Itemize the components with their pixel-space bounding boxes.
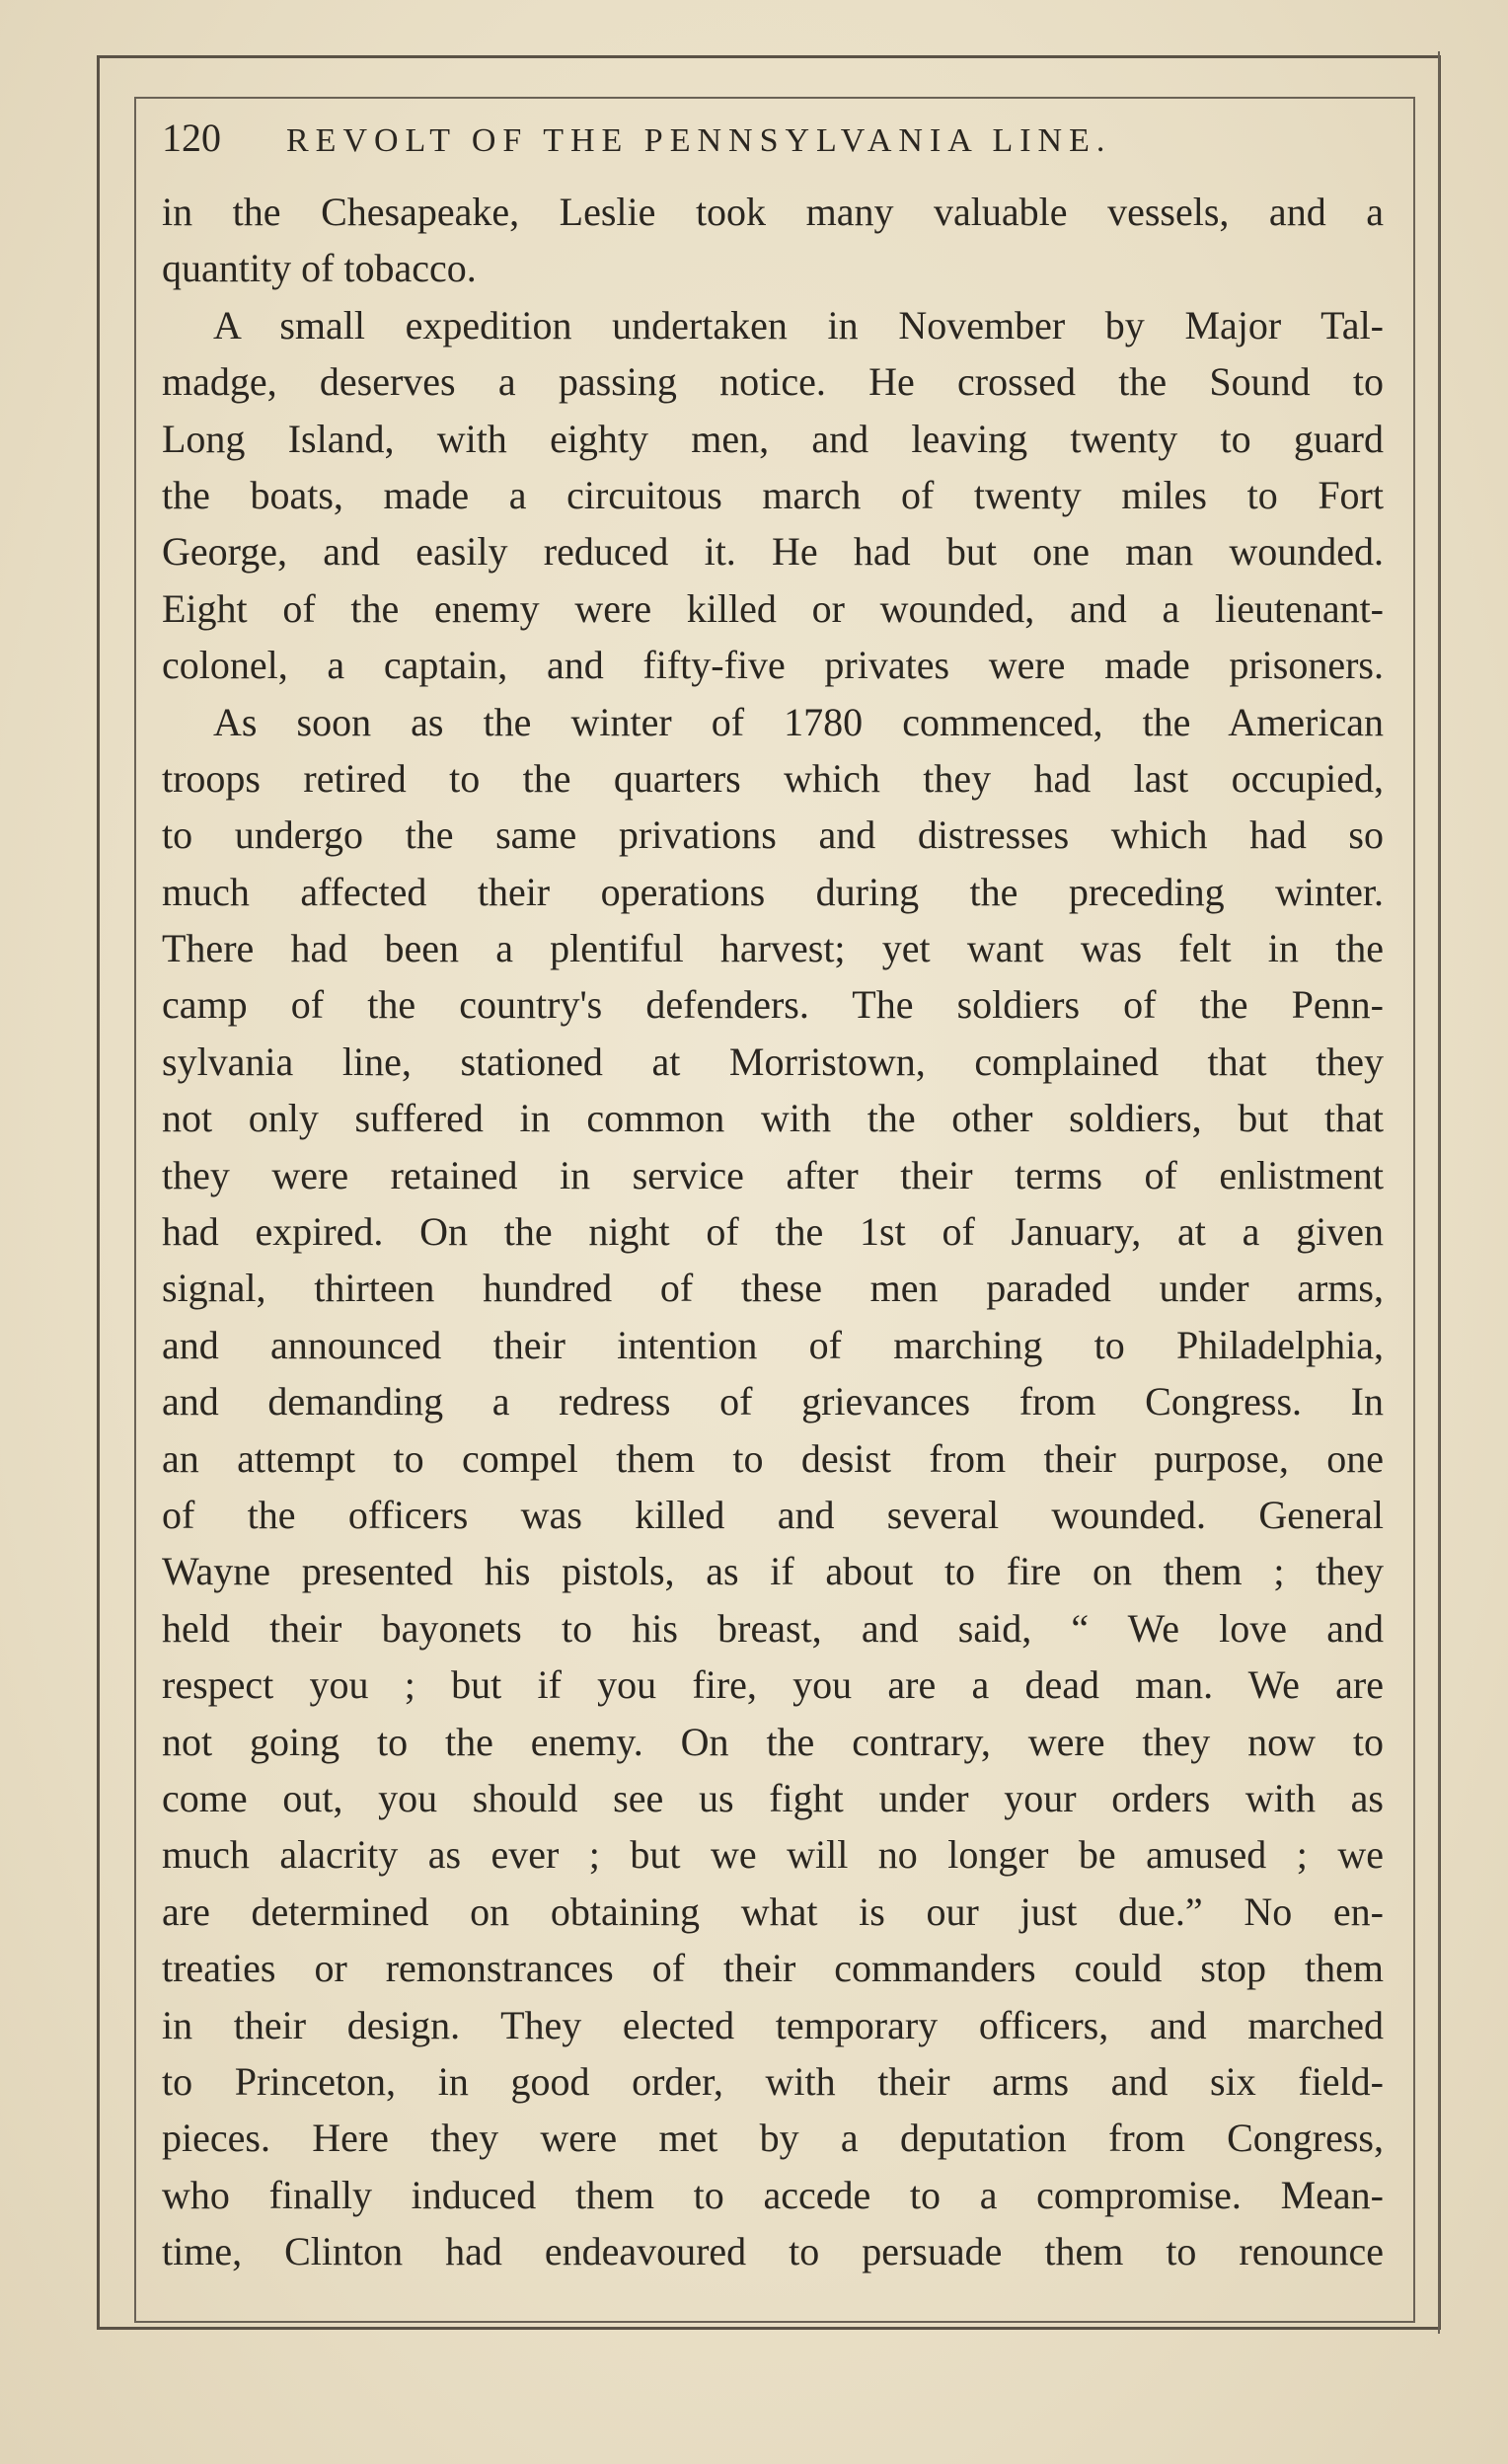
text-line: had expired. On the night of the 1st of January, at a given	[162, 1209, 1384, 1255]
text-line: sylvania line, stationed at Morristown, complained that they	[162, 1039, 1384, 1084]
text-line: who finally induced them to accede to a compromise. Mean-	[162, 2172, 1384, 2217]
text-line: troops retired to the quarters which they had last occupied,	[162, 755, 1384, 801]
right-rule	[1438, 51, 1440, 2334]
text-line: There had been a plentiful harvest; yet want was felt in the	[162, 926, 1384, 971]
text-line: treaties or remonstrances of their commanders could stop them	[162, 1946, 1384, 1991]
running-head	[162, 115, 1384, 184]
text-line: the boats, made a circuitous march of twenty miles to Fort	[162, 472, 1384, 517]
text-line: pieces. Here they were met by a deputation from Congress,	[162, 2116, 1384, 2161]
text-line: time, Clinton had endeavoured to persuade them to renounce	[162, 2229, 1384, 2274]
running-title: REVOLT OF THE PENNSYLVANIA LINE.	[286, 122, 1112, 159]
text-line: not only suffered in common with the other soldiers, but that	[162, 1096, 1384, 1141]
text-line: signal, thirteen hundred of these men paraded under arms,	[162, 1266, 1384, 1311]
text-line: in the Chesapeake, Leslie took many valuable vessels, and a	[162, 190, 1384, 234]
text-line: not going to the enemy. On the contrary, were they now to	[162, 1719, 1384, 1764]
text-line: and demanding a redress of grievances from Congress. In	[162, 1379, 1384, 1424]
text-line: come out, you should see us fight under your orders with as	[162, 1775, 1384, 1820]
text-line: of the officers was killed and several wounded. General	[162, 1492, 1384, 1537]
text-line: Long Island, with eighty men, and leaving twenty to guard	[162, 416, 1384, 461]
text-line: George, and easily reduced it. He had but one man wounded.	[162, 529, 1384, 575]
text-line: much alacrity as ever ; but we will no longer be amused ; we	[162, 1832, 1384, 1878]
text-line: quantity of tobacco.	[162, 246, 477, 291]
text-line: Eight of the enemy were killed or wounded, and a lieutenant-	[162, 585, 1384, 631]
text-line: respect you ; but if you fire, you are a dead man. We are	[162, 1662, 1384, 1708]
text-line: and announced their intention of marching to Philadelphia,	[162, 1322, 1384, 1367]
text-line: to undergo the same privations and distresses which had so	[162, 812, 1384, 858]
text-line: in their design. They elected temporary officers, and marched	[162, 2002, 1384, 2047]
text-line: are determined on obtaining what is our just due.” No en-	[162, 1888, 1384, 1934]
text-line: an attempt to compel them to desist from their purpose, one	[162, 1435, 1384, 1481]
text-line: colonel, a captain, and fifty-five privates were made prisoners.	[162, 643, 1384, 688]
text-line: held their bayonets to his breast, and said, “ We love and	[162, 1605, 1384, 1651]
text-line: A small expedition undertaken in November by Major Tal-	[213, 302, 1384, 347]
text-line: Wayne presented his pistols, as if about to fire on them ; they	[162, 1549, 1384, 1594]
text-line: madge, deserves a passing notice. He crossed the Sound to	[162, 359, 1384, 405]
text-line: camp of the country's defenders. The soldiers of the Penn-	[162, 982, 1384, 1028]
text-line: As soon as the winter of 1780 commenced, the American	[213, 699, 1384, 744]
page-number: 120	[162, 116, 221, 160]
page-text-block	[162, 115, 1384, 2279]
text-line: much affected their operations during the preceding winter.	[162, 869, 1384, 914]
body-text	[162, 184, 1384, 2279]
text-line: to Princeton, in good order, with their arms and six field-	[162, 2058, 1384, 2104]
text-line: they were retained in service after their terms of enlistment	[162, 1152, 1384, 1197]
